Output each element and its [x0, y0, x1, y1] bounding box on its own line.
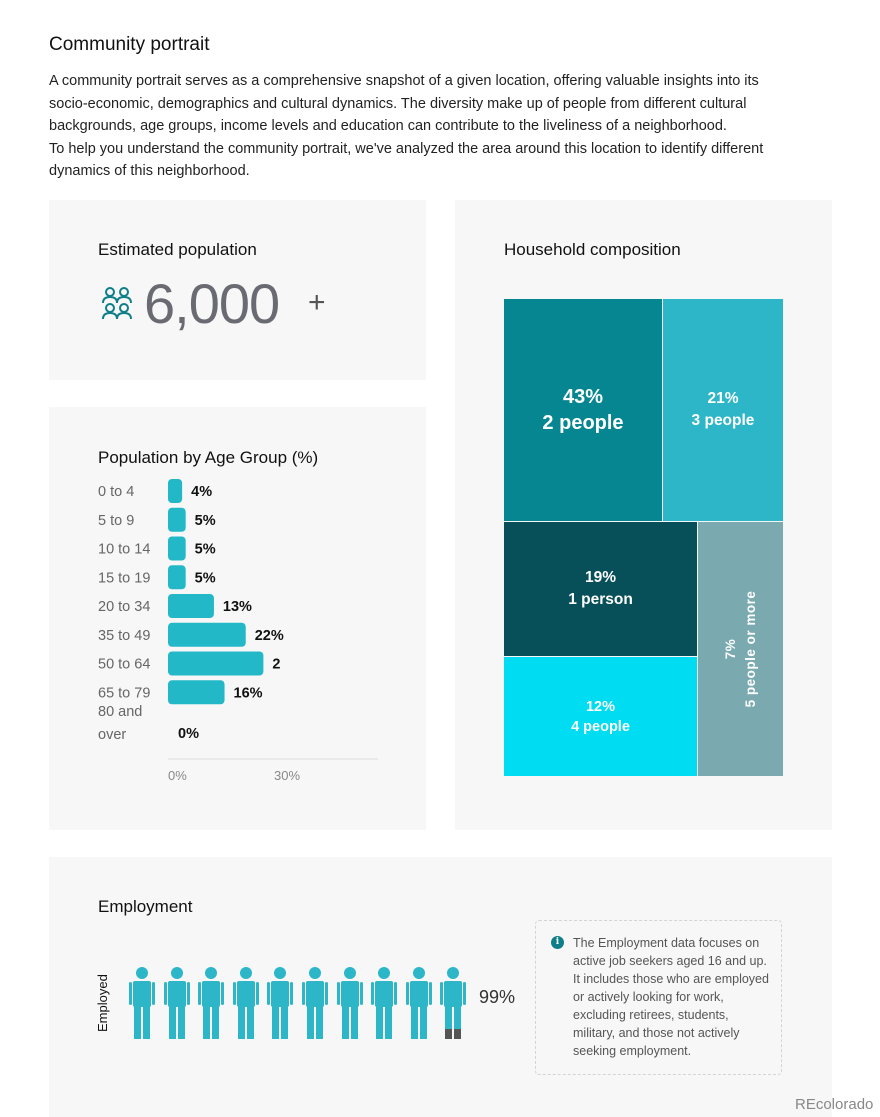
- age-bar: [168, 508, 186, 532]
- age-category-label: over: [98, 727, 127, 743]
- age-category-label: 5 to 9: [98, 512, 135, 529]
- age-value-label: 16%: [233, 685, 263, 702]
- population-suffix: +: [308, 286, 326, 319]
- household-pct: 12%: [585, 698, 616, 715]
- household-pct: 19%: [584, 569, 617, 586]
- person-icon: [371, 967, 397, 1039]
- household-title: Household composition: [504, 240, 681, 259]
- household-rotated-label: [721, 591, 761, 708]
- age-category-label: 50 to 64: [98, 656, 151, 673]
- person-icon: [440, 967, 466, 1039]
- person-icon: [406, 967, 432, 1039]
- household-card: [455, 200, 832, 830]
- employment-axis: [95, 974, 125, 1032]
- age-bar: [168, 680, 225, 704]
- employment-pictogram: [129, 967, 469, 1039]
- person-icon: [267, 967, 293, 1039]
- age-category-label: 0 to 4: [98, 484, 135, 500]
- household-label: 3 people: [691, 412, 755, 429]
- person-icon: [233, 967, 259, 1039]
- age-bar: [168, 479, 182, 503]
- person-icon: [164, 967, 190, 1039]
- age-category-label: 35 to 49: [98, 627, 151, 644]
- household-4-people: [504, 657, 697, 776]
- age-bar: [168, 565, 186, 589]
- household-2-people: [504, 299, 662, 521]
- age-category-label: 20 to 34: [98, 599, 151, 615]
- info-icon: i: [551, 936, 564, 949]
- age-group-chart: [49, 407, 426, 830]
- household-5-plus-people: [698, 522, 783, 776]
- age-bar: [168, 623, 246, 647]
- people-icon: [101, 286, 133, 320]
- intro-line: dynamics of this neighborhood.: [49, 163, 250, 179]
- employment-info-text: The Employment data focuses on active job seekers aged 16 and up. It includes those who are employed or actively looking for work, excluding retirees, students, military, and those not actively seeking employment.: [573, 936, 769, 1058]
- household-pct: 7%: [722, 638, 738, 660]
- household-3-people: [663, 299, 783, 521]
- person-icon: [129, 967, 155, 1039]
- population-value: 6,000: [144, 272, 280, 335]
- employment-axis-label: Employed: [95, 974, 110, 1032]
- employment-card: [49, 857, 832, 1117]
- population-card: [49, 200, 426, 380]
- household-label: 5 people or more: [742, 590, 758, 708]
- intro-line: backgrounds, age groups, income levels and education can contribute to the liveliness of a neighborhood.: [49, 118, 727, 134]
- household-label: 1 person: [568, 591, 633, 608]
- age-bar: [168, 594, 214, 618]
- age-category-label: 15 to 19: [98, 570, 151, 587]
- age-value-label: 5%: [194, 512, 216, 529]
- person-icon: [302, 967, 328, 1039]
- employment-info-box: [535, 920, 782, 1075]
- age-chart-title: Population by Age Group (%): [98, 448, 319, 467]
- household-label: 2 people: [542, 412, 624, 434]
- employment-title: Employment: [98, 897, 193, 916]
- employment-percent: 99%: [479, 987, 516, 1007]
- watermark: REcolorado: [795, 1096, 874, 1113]
- age-value-label: 2: [272, 656, 281, 673]
- household-pct: 21%: [707, 390, 739, 407]
- age-axis-tick: 30%: [274, 768, 301, 783]
- age-value-label: 5%: [194, 570, 216, 587]
- age-value-label: 5%: [194, 541, 216, 558]
- age-axis-tick: 0%: [168, 768, 187, 783]
- age-group-card: [49, 407, 426, 830]
- age-bar: [168, 652, 263, 676]
- intro-line: A community portrait serves as a comprehensive snapshot of a given location, offering valuable insights into its: [49, 73, 759, 89]
- age-category-label: 10 to 14: [98, 541, 151, 558]
- population-title: Estimated population: [98, 240, 257, 259]
- age-value-label: 22%: [254, 627, 284, 644]
- intro-line: socio-economic, demographics and cultural dynamics. The diversity make up of people from different cultural: [49, 95, 747, 112]
- age-value-label: 4%: [191, 484, 213, 500]
- age-category-label: 65 to 79: [98, 685, 151, 702]
- household-pct: 43%: [562, 386, 604, 408]
- person-icon: [337, 967, 363, 1039]
- age-value-label: 0%: [178, 726, 199, 742]
- age-value-label: 13%: [222, 599, 252, 615]
- household-1-person: [504, 522, 697, 656]
- intro-text: [49, 70, 839, 183]
- page-title: Community portrait: [49, 34, 210, 55]
- age-category-label: 80 and: [98, 704, 143, 720]
- intro-line: To help you understand the community portrait, we've analyzed the area around this location to identify different: [49, 140, 764, 157]
- person-icon: [198, 967, 224, 1039]
- household-label: 4 people: [571, 718, 630, 735]
- age-bar: [168, 537, 186, 561]
